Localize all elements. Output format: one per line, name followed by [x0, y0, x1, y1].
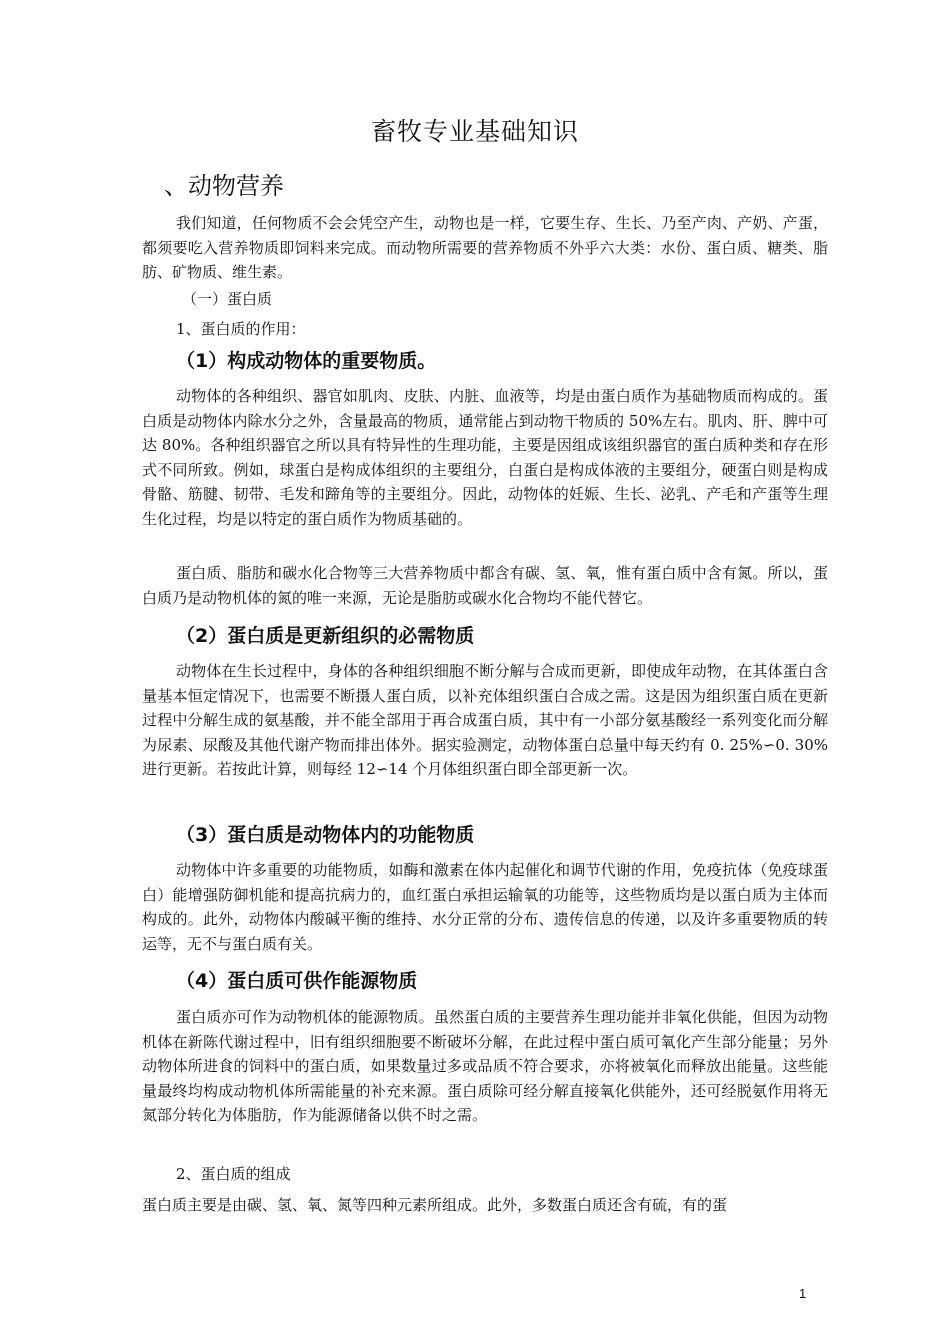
paragraph-1b: 蛋白质、脂肪和碳水化合物等三大营养物质中都含有碳、氢、氧，惟有蛋白质中含有氮。所以，蛋白质乃是动物机体的氮的唯一来源，无论是脂肪或碳水化合物均不能代替它。 [142, 564, 828, 607]
heading-1: （1）构成动物体的重要物质。 [176, 350, 437, 372]
list-item-2: 2、蛋白质的组成 [176, 1165, 291, 1183]
paragraph-2: 动物体在生长过程中，身体的各种组织细胞不断分解与合成而更新，即使成年动物，在其体蛋白含量基本恒定情况下，也需要不断摄人蛋白质，以补充体组织蛋白合成之需。这是因为组织蛋白质在更新过程中分解生成的氨基酸，并不能全部用于再合成蛋白质，其中有一小部分氨基酸经一系列变化而分解为尿素、尿酸及其他代谢产物而排出体外。据实验测定，动物体蛋白总量中每天约有 0. 25%∽0. 30%进行更新。若按此计算，则每经 12∽14 个月体组织蛋白即全部更新一次。 [142, 662, 828, 778]
document-title: 畜牧专业基础知识 [370, 117, 579, 146]
heading-3: （3）蛋白质是动物体内的功能物质 [176, 824, 475, 846]
paragraph-3: 动物体中许多重要的功能物质，如酶和激素在体内起催化和调节代谢的作用，免疫抗体（免疫球蛋白）能增强防御机能和提高抗病力的，血红蛋白承担运输氧的功能等，这些物质均是以蛋白质为主体而构成的。此外，动物体内酸碱平衡的维持、水分正常的分布、遗传信息的传递，以及许多重要物质的转运等，无不与蛋白质有关。 [142, 861, 828, 953]
paragraph-5: 蛋白质主要是由碳、氢、氧、氮等四种元素所组成。此外，多数蛋白质还含有硫，有的蛋 [142, 1196, 728, 1214]
page-number: 1 [799, 1286, 807, 1301]
list-item-1: 1、蛋白质的作用： [176, 320, 306, 338]
heading-2: （2）蛋白质是更新组织的必需物质 [176, 625, 475, 647]
section-heading: 、动物营养 [164, 172, 284, 200]
subsection-heading: （一）蛋白质 [182, 290, 273, 308]
intro-paragraph: 我们知道，任何物质不会会凭空产生，动物也是一样，它要生存、生长、乃至产肉、产奶、产蛋，都须要吃入营养物质即饲料来完成。而动物所需要的营养物质不外乎六大类：水份、蛋白质、糖类、脂肪、矿物质、维生素。 [142, 214, 828, 281]
paragraph-1a: 动物体的各种组织、器官如肌肉、皮肤、内脏、血液等，均是由蛋白质作为基础物质而构成的。蛋白质是动物体内除水分之外，含量最高的物质，通常能占到动物干物质的 50%左右。肌肉、肝、脾中可达 80%。各种组织器官之所以具有特异性的生理功能，主要是因组成该组织器官的蛋白质种类和存在形式不同所致。例如，球蛋白是构成体组织的主要组分，白蛋白是构成体液的主要组分，硬蛋白则是构成骨骼、筋腱、韧带、毛发和蹄角等的主要组分。因此，动物体的妊娠、生长、泌乳、产毛和产蛋等生理生化过程，均是以特定的蛋白质作为物质基础的。 [142, 387, 828, 528]
paragraph-4: 蛋白质亦可作为动物机体的能源物质。虽然蛋白质的主要营养生理功能并非氧化供能，但因为动物机体在新陈代谢过程中，旧有组织细胞要不断破坏分解，在此过程中蛋白质可氧化产生部分能量；另外动物体所进食的饲料中的蛋白质，如果数量过多或品质不符合要求，亦将被氧化而释放出能量。这些能量最终均构成动物机体所需能量的补充来源。蛋白质除可经分解直接氧化供能外，还可经脱氨作用将无氮部分转化为体脂肪，作为能源储备以供不时之需。 [142, 1008, 828, 1124]
heading-4: （4）蛋白质可供作能源物质 [176, 970, 418, 992]
